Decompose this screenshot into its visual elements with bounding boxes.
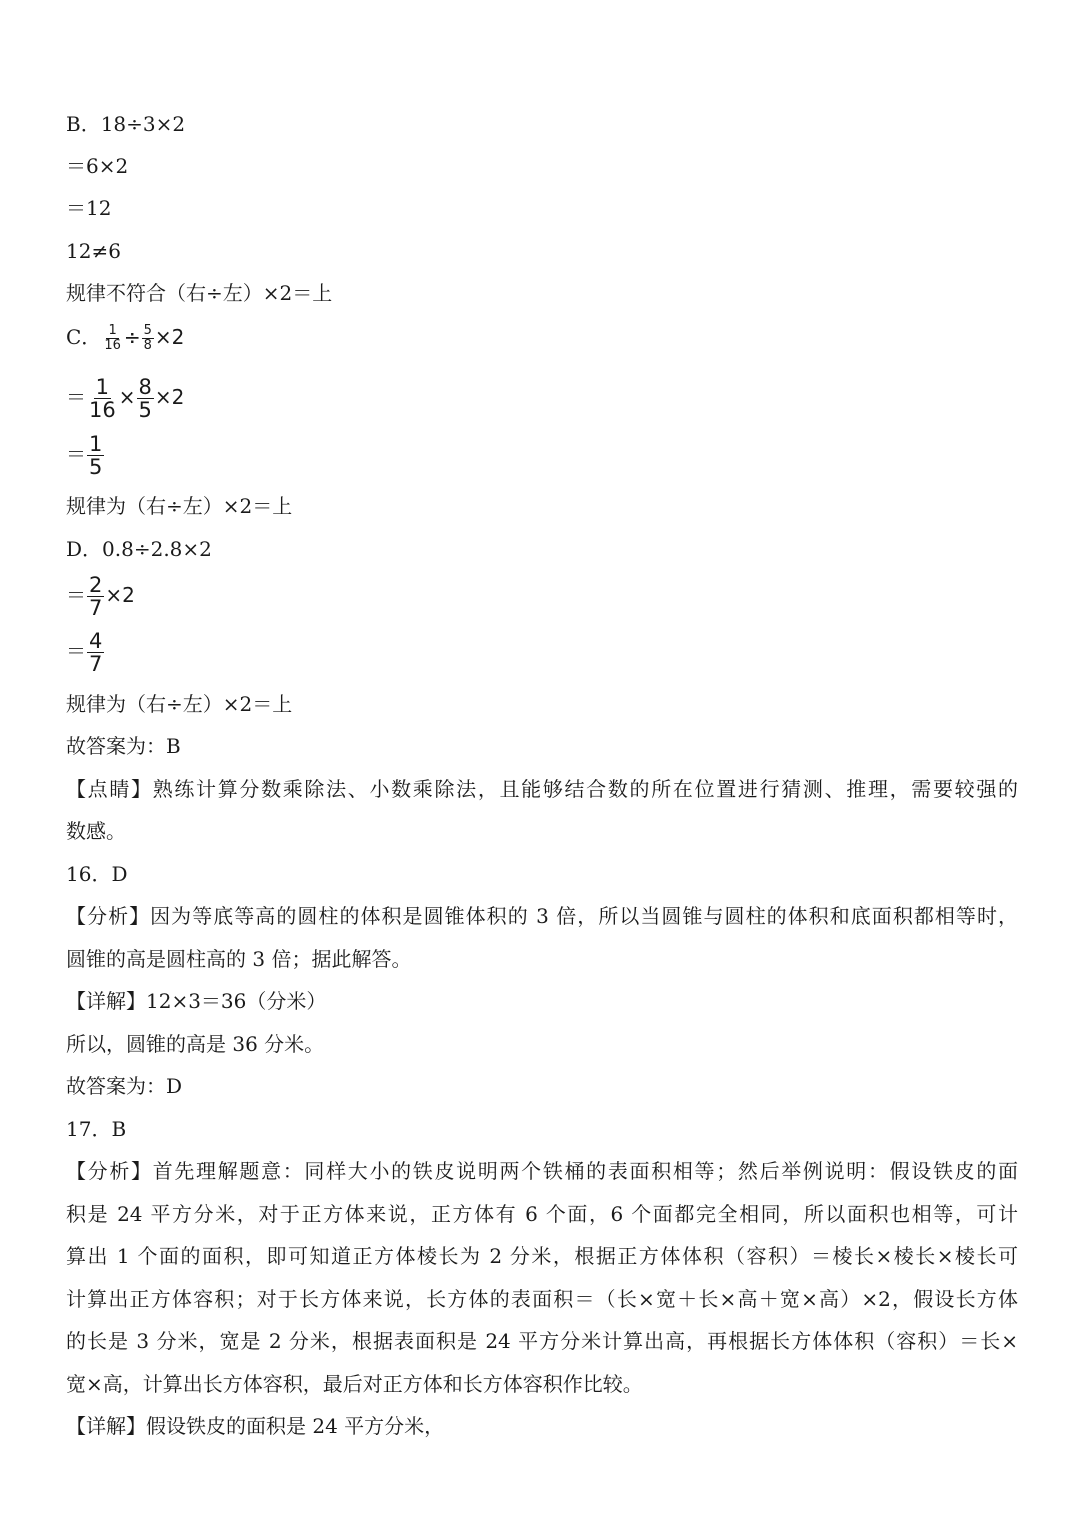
- dianjing-line-1: 【点睛】熟练计算分数乘除法、小数乘除法，且能够结合数的所在位置进行猜测、推理，需要较强的: [66, 777, 1018, 801]
- option-d-step-2: [66, 630, 105, 675]
- equals-sign: ＝: [66, 385, 86, 410]
- equals-sign: ＝: [66, 442, 86, 467]
- answer-16: 故答案为：D: [66, 1074, 183, 1098]
- option-c-step-2: [66, 433, 105, 478]
- analysis-16-line-1: 【分析】因为等底等高的圆柱的体积是圆锥体积的 3 倍，所以当圆锥与圆柱的体积和底面积都相等时，: [66, 904, 1018, 928]
- dianjing-line-2: 数感。: [66, 819, 126, 843]
- option-d-rule: 规律为（右÷左）×2＝上: [66, 692, 293, 716]
- option-c-label: C．: [66, 325, 102, 349]
- conclusion-16: 所以，圆锥的高是 36 分米。: [66, 1032, 325, 1056]
- fraction-4-7: $\frac{4}{7}$: [89, 629, 103, 677]
- divide-sign: ÷: [123, 325, 141, 349]
- analysis-17-line-5: 的长是 3 分米，宽是 2 分米，根据表面积是 24 平方分米计算出高，再根据长方体体积（容积）＝长×: [66, 1329, 1018, 1353]
- option-b-rule: 规律不符合（右÷左）×2＝上: [66, 281, 333, 305]
- times-sign: ×: [118, 385, 136, 410]
- detail-17: 【详解】假设铁皮的面积是 24 平方分米，: [66, 1414, 445, 1438]
- option-c-step-1: [66, 376, 184, 421]
- analysis-17-line-1: 【分析】首先理解题意：同样大小的铁皮说明两个铁桶的表面积相等；然后举例说明：假设铁皮的面: [66, 1159, 1018, 1183]
- times-two: ×2: [154, 325, 185, 349]
- analysis-17-line-6: 宽×高，计算出长方体容积，最后对正方体和长方体容积作比较。: [66, 1372, 643, 1396]
- question-17-answer: 17．B: [66, 1117, 127, 1141]
- question-16-answer: 16．D: [66, 862, 128, 886]
- fraction-2-7: $\frac{2}{7}$: [89, 573, 103, 621]
- equals-sign: ＝: [66, 583, 86, 608]
- times-two: ×2: [154, 385, 185, 410]
- fraction-5-8: $\frac{5}{8}$: [143, 323, 152, 353]
- option-b-inequality: 12≠6: [66, 239, 121, 263]
- fraction-1-16: $\frac{1}{16}$: [104, 323, 121, 353]
- option-b-step-2: ＝12: [66, 196, 112, 220]
- answer-15: 故答案为：B: [66, 734, 181, 758]
- fraction-8-5: $\frac{8}{5}$: [138, 375, 152, 423]
- equals-sign: ＝: [66, 639, 86, 664]
- fraction-1-16: $\frac{1}{16}$: [89, 375, 116, 423]
- option-c-expression: [66, 324, 184, 353]
- option-d-step-1: [66, 574, 135, 619]
- analysis-17-line-3: 算出 1 个面的面积，即可知道正方体棱长为 2 分米，根据正方体体积（容积）＝棱长×棱长×棱长可: [66, 1244, 1018, 1268]
- option-b-step-1: ＝6×2: [66, 154, 129, 178]
- option-d-expression: D．0.8÷2.8×2: [66, 537, 212, 561]
- option-c-rule: 规律为（右÷左）×2＝上: [66, 494, 293, 518]
- analysis-17-line-2: 积是 24 平方分米，对于正方体来说，正方体有 6 个面，6 个面都完全相同，所以面积也相等，可计: [66, 1202, 1018, 1226]
- option-b-expression: B．18÷3×2: [66, 112, 186, 136]
- analysis-17-line-4: 计算出正方体容积；对于长方体来说，长方体的表面积＝（长×宽＋长×高＋宽×高）×2，假设长方体: [66, 1287, 1018, 1311]
- fraction-1-5: $\frac{1}{5}$: [89, 432, 103, 480]
- times-two: ×2: [105, 583, 135, 608]
- detail-16: 【详解】12×3＝36（分米）: [66, 989, 327, 1013]
- analysis-16-line-2: 圆锥的高是圆柱高的 3 倍；据此解答。: [66, 947, 412, 971]
